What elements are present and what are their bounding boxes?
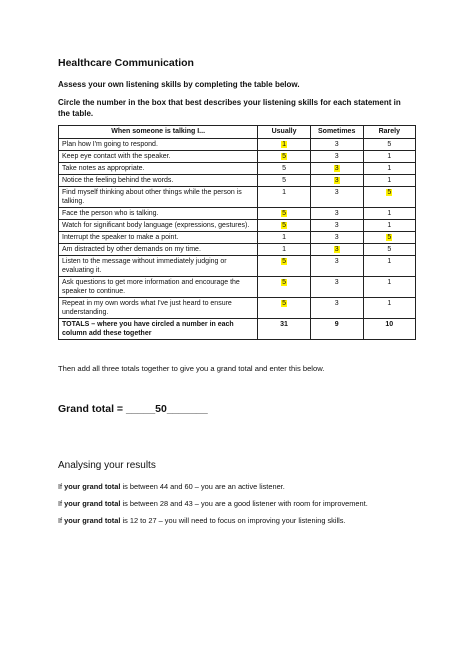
rarely-value: 5 <box>387 141 392 148</box>
total-sometimes: 9 <box>310 319 363 340</box>
statement-cell: Notice the feeling behind the words. <box>59 175 258 187</box>
usually-cell <box>258 163 310 175</box>
header-rarely: Rarely <box>363 126 415 139</box>
rarely-cell <box>363 220 415 232</box>
result-rest: is 12 to 27 – you will need to focus on improving your listening skills. <box>120 516 346 525</box>
usually-value: 5 <box>282 210 287 217</box>
analysing-heading: Analysing your results <box>58 460 156 471</box>
sometimes-cell <box>310 151 363 163</box>
sometimes-cell <box>310 139 363 151</box>
totals-row <box>59 319 416 340</box>
table-row <box>59 163 416 175</box>
result-line-active <box>58 482 285 491</box>
statement-cell: Plan how I'm going to respond. <box>59 139 258 151</box>
sometimes-cell <box>310 208 363 220</box>
table-row <box>59 139 416 151</box>
usually-value: 5 <box>282 279 287 286</box>
usually-cell <box>258 232 310 244</box>
usually-cell <box>258 220 310 232</box>
statement-cell: Face the person who is talking. <box>59 208 258 220</box>
result-line-focus <box>58 516 346 525</box>
usually-cell <box>258 208 310 220</box>
usually-value: 5 <box>282 222 287 229</box>
listening-skills-table <box>58 125 416 340</box>
rarely-cell <box>363 277 415 298</box>
sometimes-cell <box>310 163 363 175</box>
statement-cell: Am distracted by other demands on my time. <box>59 244 258 256</box>
table-header-row <box>59 126 416 139</box>
rarely-value: 5 <box>387 234 392 241</box>
usually-value: 5 <box>282 258 287 265</box>
instruction-circle: Circle the number in the box that best describes your listening skills for each statement in the table. <box>58 98 401 118</box>
page-title: Healthcare Communication <box>58 57 194 69</box>
rarely-value: 1 <box>387 153 392 160</box>
result-rest: is between 44 and 60 – you are an active listener. <box>120 482 285 491</box>
sometimes-value: 3 <box>334 258 339 265</box>
sometimes-cell <box>310 232 363 244</box>
table-row <box>59 277 416 298</box>
result-prefix: If <box>58 499 65 508</box>
statement-cell: Listen to the message without immediately judging or evaluating it. <box>59 256 258 277</box>
totals-label: TOTALS – where you have circled a number in each column add these together <box>59 319 258 340</box>
sometimes-value: 3 <box>334 165 339 172</box>
result-bold: your grand total <box>64 499 121 508</box>
table-row <box>59 298 416 319</box>
header-statement: When someone is talking I... <box>59 126 258 139</box>
rarely-cell <box>363 232 415 244</box>
usually-value: 1 <box>282 141 287 148</box>
usually-value: 5 <box>282 165 287 172</box>
result-line-good <box>58 499 368 508</box>
then-instruction: Then add all three totals together to give you a grand total and enter this below. <box>58 364 325 373</box>
result-bold: your grand total <box>64 482 121 491</box>
statement-cell: Repeat in my own words what I've just heard to ensure understanding. <box>59 298 258 319</box>
result-prefix: If <box>58 516 65 525</box>
usually-cell <box>258 256 310 277</box>
header-usually: Usually <box>258 126 310 139</box>
sometimes-cell <box>310 256 363 277</box>
rarely-value: 5 <box>387 189 392 196</box>
rarely-cell <box>363 256 415 277</box>
sometimes-value: 3 <box>334 300 339 307</box>
sometimes-cell <box>310 220 363 232</box>
rarely-value: 1 <box>387 222 392 229</box>
usually-cell <box>258 151 310 163</box>
sometimes-value: 3 <box>334 234 339 241</box>
grand-total: Grand total = _____50_______ <box>58 403 208 415</box>
rarely-cell <box>363 175 415 187</box>
usually-value: 5 <box>282 300 287 307</box>
instruction-assess: Assess your own listening skills by completing the table below. <box>58 80 300 89</box>
statement-cell: Take notes as appropriate. <box>59 163 258 175</box>
total-rarely: 10 <box>363 319 415 340</box>
statement-cell: Interrupt the speaker to make a point. <box>59 232 258 244</box>
rarely-value: 1 <box>387 279 392 286</box>
table-row <box>59 220 416 232</box>
usually-cell <box>258 298 310 319</box>
rarely-cell <box>363 139 415 151</box>
rarely-value: 5 <box>387 246 392 253</box>
sometimes-value: 3 <box>334 222 339 229</box>
sometimes-value: 3 <box>334 189 339 196</box>
usually-value: 1 <box>282 246 287 253</box>
usually-cell <box>258 139 310 151</box>
sometimes-cell <box>310 244 363 256</box>
sometimes-value: 3 <box>334 279 339 286</box>
statement-cell: Keep eye contact with the speaker. <box>59 151 258 163</box>
table-row <box>59 187 416 208</box>
table-row <box>59 244 416 256</box>
usually-value: 5 <box>282 177 287 184</box>
result-rest: is between 28 and 43 – you are a good listener with room for improvement. <box>120 499 368 508</box>
statement-cell: Watch for significant body language (expressions, gestures). <box>59 220 258 232</box>
rarely-cell <box>363 298 415 319</box>
statement-cell: Find myself thinking about other things while the person is talking. <box>59 187 258 208</box>
result-bold: your grand total <box>64 516 121 525</box>
result-prefix: If <box>58 482 65 491</box>
sometimes-value: 3 <box>334 246 339 253</box>
rarely-cell <box>363 187 415 208</box>
usually-cell <box>258 175 310 187</box>
statement-cell: Ask questions to get more information and encourage the speaker to continue. <box>59 277 258 298</box>
usually-value: 5 <box>282 153 287 160</box>
header-sometimes: Sometimes <box>310 126 363 139</box>
table-row <box>59 208 416 220</box>
sometimes-cell <box>310 187 363 208</box>
rarely-value: 1 <box>387 258 392 265</box>
sometimes-value: 3 <box>334 141 339 148</box>
table-row <box>59 175 416 187</box>
rarely-cell <box>363 208 415 220</box>
rarely-value: 1 <box>387 210 392 217</box>
sometimes-value: 3 <box>334 153 339 160</box>
usually-value: 1 <box>282 234 287 241</box>
sometimes-cell <box>310 298 363 319</box>
sometimes-cell <box>310 175 363 187</box>
table-row <box>59 256 416 277</box>
total-usually: 31 <box>258 319 310 340</box>
rarely-value: 1 <box>387 177 392 184</box>
rarely-value: 1 <box>387 165 392 172</box>
rarely-cell <box>363 163 415 175</box>
sometimes-value: 3 <box>334 177 339 184</box>
rarely-value: 1 <box>387 300 392 307</box>
usually-cell <box>258 277 310 298</box>
table-row <box>59 232 416 244</box>
sometimes-value: 3 <box>334 210 339 217</box>
usually-cell <box>258 187 310 208</box>
rarely-cell <box>363 244 415 256</box>
rarely-cell <box>363 151 415 163</box>
sometimes-cell <box>310 277 363 298</box>
usually-cell <box>258 244 310 256</box>
usually-value: 1 <box>282 189 287 196</box>
table-row <box>59 151 416 163</box>
